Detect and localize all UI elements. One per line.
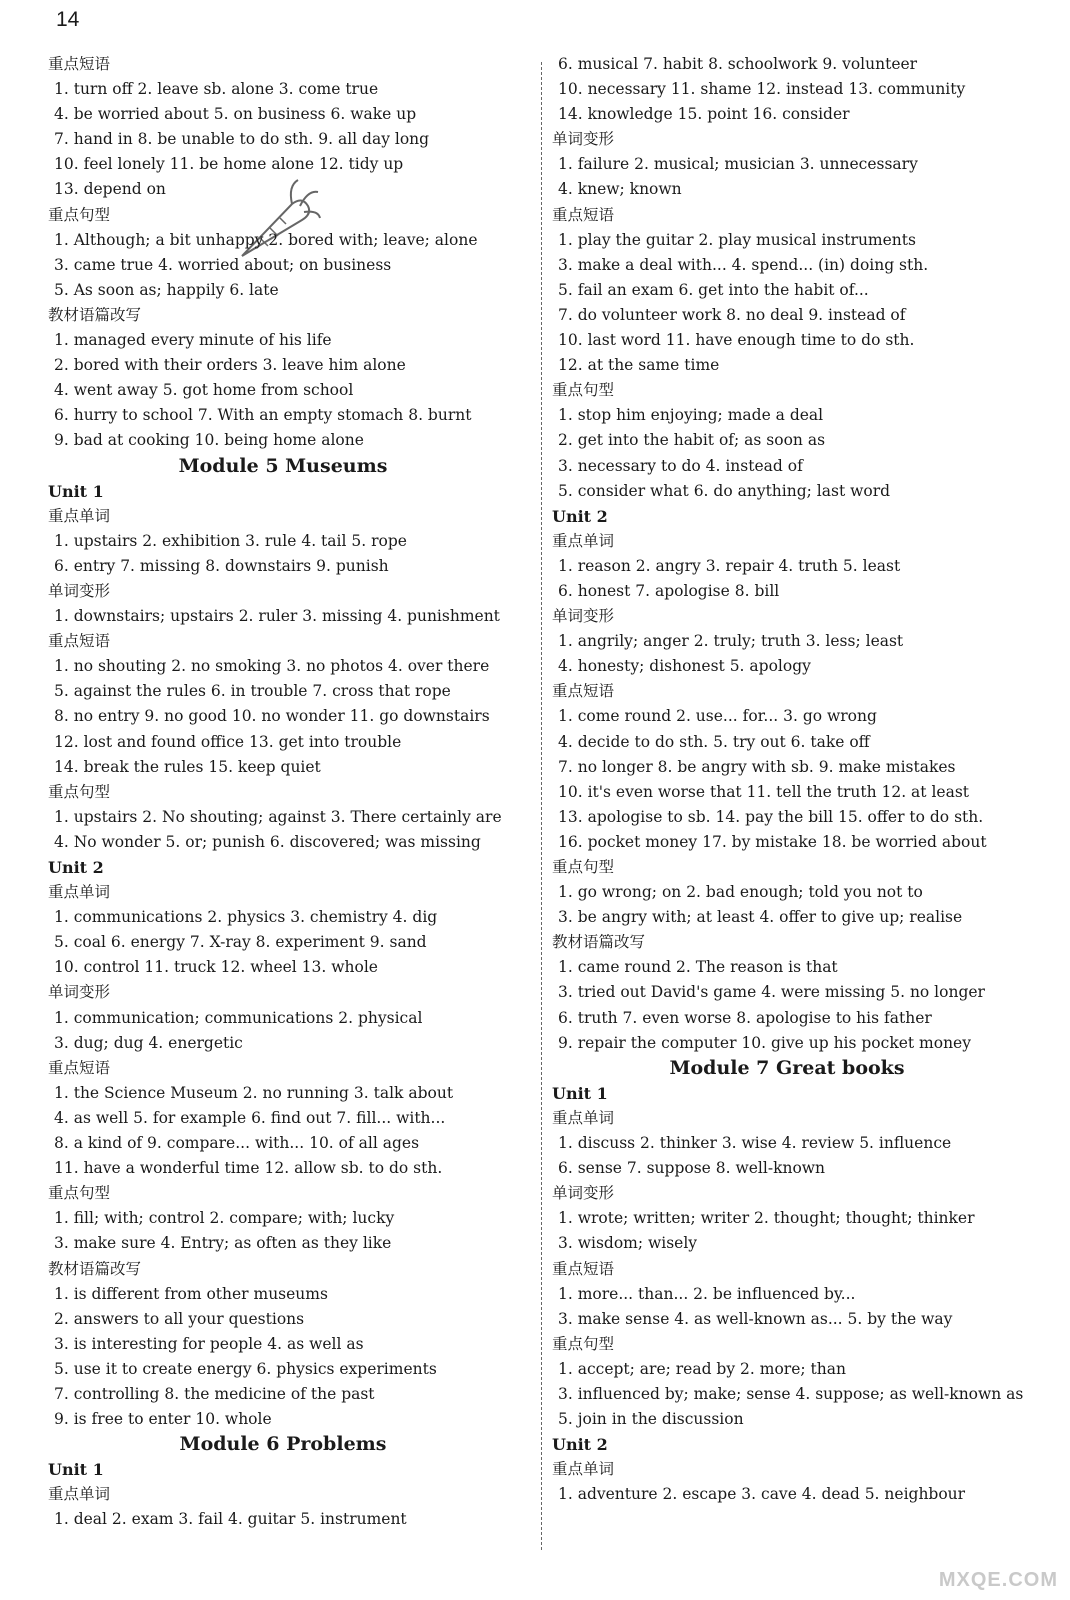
section-heading: 单词变形	[48, 983, 111, 1002]
section-heading: 重点单词	[552, 531, 615, 550]
answer-line: 10. last word 11. have enough time to do sth.	[558, 331, 915, 350]
answer-line: 1. managed every minute of his life	[54, 331, 332, 350]
answer-line: 4. No wonder 5. or; punish 6. discovered; was missing	[54, 832, 481, 851]
answer-line: 3. wisdom; wisely	[558, 1234, 698, 1253]
answer-line: 4. knew; known	[558, 180, 682, 199]
answer-line: 1. fill; with; control 2. compare; with; lucky	[54, 1209, 395, 1228]
answer-line: 1. go wrong; on 2. bad enough; told you not to	[558, 883, 923, 902]
answer-line: 3. dug; dug 4. energetic	[54, 1033, 243, 1052]
answer-line: 10. necessary 11. shame 12. instead 13. community	[558, 80, 966, 99]
answer-line: 5. against the rules 6. in trouble 7. cross that rope	[54, 682, 451, 701]
section-heading: 重点句型	[552, 1334, 615, 1353]
answer-line: 5. fail an exam 6. get into the habit of...	[558, 280, 869, 299]
answer-line: 1. no shouting 2. no smoking 3. no photos 4. over there	[54, 657, 490, 676]
right-column	[552, 52, 1022, 1507]
section-heading: 重点短语	[552, 682, 615, 701]
answer-line: 1. come round 2. use... for... 3. go wrong	[558, 707, 877, 726]
section-heading: 单词变形	[552, 130, 615, 149]
section-heading: 重点单词	[48, 506, 111, 525]
answer-line: 10. it's even worse that 11. tell the truth 12. at least	[558, 782, 970, 801]
section-heading: 重点短语	[48, 632, 111, 651]
section-heading: 重点句型	[48, 782, 111, 801]
section-heading: 重点句型	[552, 858, 615, 876]
section-heading: 重点单词	[48, 1485, 111, 1504]
answer-line: 1. accept; are; read by 2. more; than	[558, 1359, 846, 1378]
answer-line: 1. the Science Museum 2. no running 3. talk about	[54, 1083, 454, 1102]
answer-line: 5. join in the discussion	[558, 1410, 744, 1429]
answer-line: 2. answers to all your questions	[54, 1309, 305, 1328]
answer-line: 1. is different from other museums	[54, 1284, 328, 1303]
section-heading: 单词变形	[48, 581, 111, 600]
answer-line: 12. lost and found office 13. get into trouble	[54, 732, 402, 751]
answer-line: 1. upstairs 2. exhibition 3. rule 4. tail 5. rope	[54, 531, 407, 550]
section-heading: 重点短语	[48, 55, 111, 73]
answer-line: 3. make sense 4. as well-known as... 5. by the way	[558, 1309, 953, 1328]
answer-line: 1. downstairs; upstairs 2. ruler 3. missing 4. punishment	[54, 607, 500, 626]
section-heading: 重点单词	[48, 883, 111, 902]
unit-heading: Unit 2	[552, 1435, 608, 1455]
answer-line: 4. as well 5. for example 6. find out 7. fill... with...	[54, 1108, 446, 1127]
answer-line: 4. be worried about 5. on business 6. wake up	[54, 105, 417, 124]
answer-line: 9. bad at cooking 10. being home alone	[54, 431, 364, 450]
answer-line: 4. went away 5. got home from school	[54, 381, 354, 400]
answer-line: 1. came round 2. The reason is that	[558, 958, 838, 977]
answer-line: 8. a kind of 9. compare... with... 10. of all ages	[54, 1134, 420, 1153]
answer-line: 3. came true 4. worried about; on business	[54, 255, 392, 274]
answer-line: 1. communications 2. physics 3. chemistry 4. dig	[54, 908, 438, 927]
answer-line: 1. play the guitar 2. play musical instruments	[558, 230, 916, 249]
answer-line: 2. bored with their orders 3. leave him alone	[54, 356, 406, 375]
answer-line: 1. stop him enjoying; made a deal	[558, 406, 824, 425]
answer-line: 1. communication; communications 2. physical	[54, 1008, 423, 1027]
answer-line: 4. decide to do sth. 5. try out 6. take off	[558, 732, 870, 751]
section-heading: 重点短语	[552, 205, 615, 224]
answer-line: 1. discuss 2. thinker 3. wise 4. review 5. influence	[558, 1134, 952, 1153]
answer-line: 1. more... than... 2. be influenced by...	[558, 1284, 856, 1303]
module-title: Module 6 Problems	[179, 1433, 387, 1456]
answer-line: 1. failure 2. musical; musician 3. unnecessary	[558, 155, 918, 174]
answer-line: 1. Although; a bit unhappy 2. bored with; leave; alone	[54, 230, 478, 249]
section-heading: 教材语篇改写	[552, 933, 646, 952]
answer-line: 6. hurry to school 7. With an empty stomach 8. burnt	[54, 406, 472, 425]
watermark: MXQE.COM	[938, 1569, 1058, 1591]
answer-line: 1. reason 2. angry 3. repair 4. truth 5. least	[558, 556, 901, 575]
answer-line: 9. repair the computer 10. give up his pocket money	[558, 1033, 971, 1052]
answer-line: 1. upstairs 2. No shouting; against 3. There certainly are	[54, 807, 502, 826]
answer-line: 3. make sure 4. Entry; as often as they like	[54, 1234, 392, 1253]
answer-line: 1. angrily; anger 2. truly; truth 3. less; least	[558, 632, 904, 651]
answer-line: 9. is free to enter 10. whole	[54, 1410, 272, 1429]
answer-line: 5. As soon as; happily 6. late	[54, 280, 279, 299]
section-heading: 重点单词	[552, 1460, 615, 1479]
answer-line: 3. influenced by; make; sense 4. suppose; as well-known as	[558, 1384, 1024, 1403]
section-heading: 重点句型	[48, 205, 111, 224]
answer-line: 8. no entry 9. no good 10. no wonder 11. go downstairs	[54, 707, 490, 726]
unit-heading: Unit 1	[48, 1460, 104, 1480]
answer-line: 7. hand in 8. be unable to do sth. 9. all day long	[54, 130, 430, 149]
answer-line: 10. feel lonely 11. be home alone 12. tidy up	[54, 155, 404, 174]
module-title: Module 7 Great books	[669, 1056, 905, 1079]
answer-line: 6. sense 7. suppose 8. well-known	[558, 1159, 826, 1178]
answer-line: 13. apologise to sb. 14. pay the bill 15. offer to do sth.	[558, 807, 984, 826]
page-number: 14	[56, 8, 80, 31]
answer-line: 1. turn off 2. leave sb. alone 3. come true	[54, 80, 379, 99]
section-heading: 重点短语	[552, 1259, 615, 1278]
answer-line: 13. depend on	[54, 180, 166, 199]
answer-line: 7. do volunteer work 8. no deal 9. instead of	[558, 305, 906, 324]
section-heading: 教材语篇改写	[48, 305, 142, 324]
left-column	[48, 52, 518, 1533]
section-heading: 教材语篇改写	[48, 1259, 142, 1278]
answer-line: 14. break the rules 15. keep quiet	[54, 757, 321, 776]
answer-line: 5. use it to create energy 6. physics experiments	[54, 1359, 437, 1378]
answer-line: 16. pocket money 17. by mistake 18. be worried about	[558, 832, 987, 851]
answer-line: 3. be angry with; at least 4. offer to give up; realise	[558, 908, 963, 927]
answer-line: 3. necessary to do 4. instead of	[558, 456, 803, 475]
unit-heading: Unit 1	[48, 481, 104, 501]
answer-line: 1. adventure 2. escape 3. cave 4. dead 5. neighbour	[558, 1485, 966, 1504]
column-divider	[541, 62, 542, 1550]
answer-line: 7. controlling 8. the medicine of the past	[54, 1384, 375, 1403]
unit-heading: Unit 1	[552, 1083, 608, 1103]
answer-line: 7. no longer 8. be angry with sb. 9. make mistakes	[558, 757, 956, 776]
answer-line: 4. honesty; dishonest 5. apology	[558, 657, 811, 676]
section-heading: 单词变形	[552, 607, 615, 626]
answer-line: 3. is interesting for people 4. as well as	[54, 1334, 364, 1353]
unit-heading: Unit 2	[48, 858, 104, 877]
section-heading: 重点单词	[552, 1108, 615, 1127]
answer-line: 1. wrote; written; writer 2. thought; thought; thinker	[558, 1209, 975, 1228]
answer-line: 14. knowledge 15. point 16. consider	[558, 105, 850, 124]
answer-line: 5. coal 6. energy 7. X-ray 8. experiment 9. sand	[54, 933, 427, 952]
answer-line: 6. honest 7. apologise 8. bill	[558, 581, 780, 600]
answer-line: 6. truth 7. even worse 8. apologise to his father	[558, 1008, 932, 1027]
answer-line: 3. make a deal with... 4. spend... (in) doing sth.	[558, 255, 929, 274]
answer-line: 3. tried out David's game 4. were missing 5. no longer	[558, 983, 985, 1002]
answer-line: 6. musical 7. habit 8. schoolwork 9. volunteer	[558, 55, 918, 73]
answer-line: 10. control 11. truck 12. wheel 13. whole	[54, 958, 378, 977]
answer-line: 2. get into the habit of; as soon as	[558, 431, 826, 450]
answer-line: 1. deal 2. exam 3. fail 4. guitar 5. instrument	[54, 1510, 407, 1529]
answer-line: 6. entry 7. missing 8. downstairs 9. punish	[54, 556, 389, 575]
answer-line: 5. consider what 6. do anything; last word	[558, 481, 891, 500]
unit-heading: Unit 2	[552, 506, 608, 526]
section-heading: 重点短语	[48, 1058, 111, 1077]
section-heading: 重点句型	[48, 1184, 111, 1203]
section-heading: 单词变形	[552, 1184, 615, 1203]
answer-line: 12. at the same time	[558, 356, 720, 375]
section-heading: 重点句型	[552, 381, 615, 400]
answer-line: 11. have a wonderful time 12. allow sb. to do sth.	[54, 1159, 443, 1178]
module-title: Module 5 Museums	[178, 454, 388, 477]
